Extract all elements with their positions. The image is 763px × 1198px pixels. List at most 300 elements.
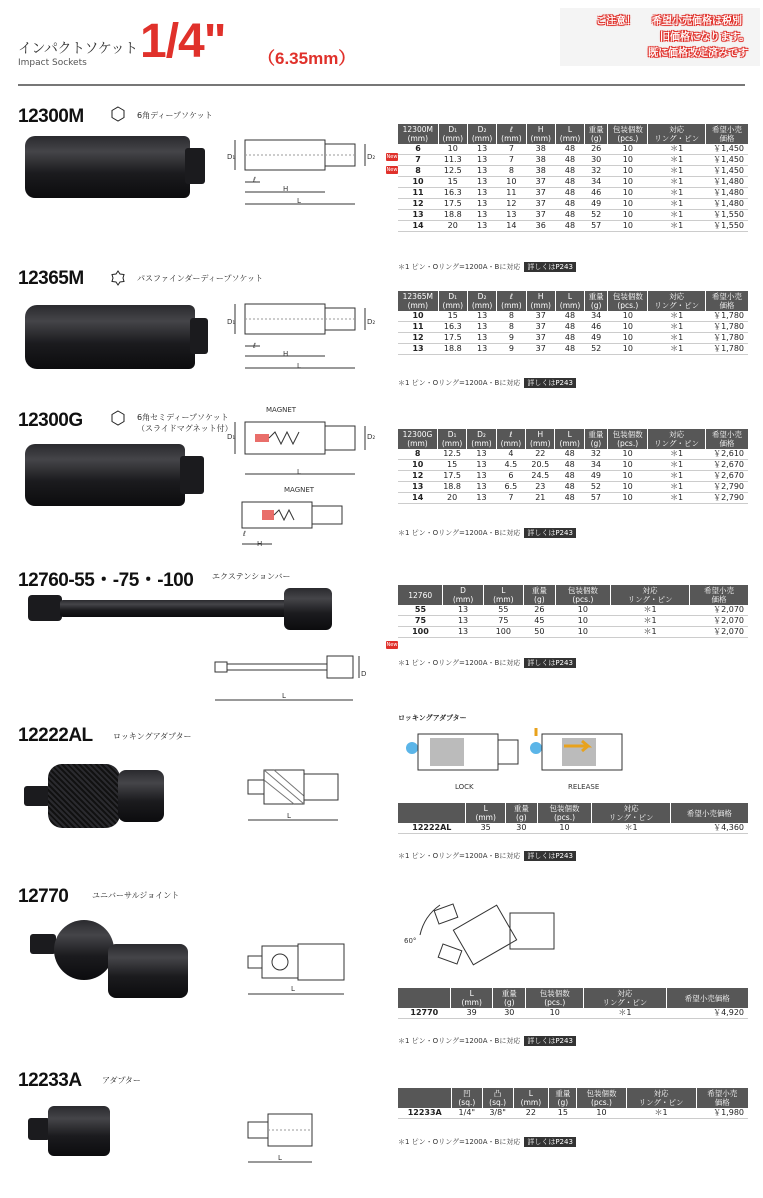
table-cell: 20: [438, 221, 467, 232]
dim-label: H: [283, 185, 289, 193]
column-header: [398, 803, 466, 823]
table-cell: ＊1: [648, 460, 706, 471]
table-row: [398, 616, 748, 627]
table-row: [398, 471, 748, 482]
product-code: 12233A: [18, 1070, 82, 1091]
column-header: D (mm): [443, 585, 483, 605]
table-cell: 10: [398, 177, 438, 188]
table-row: [398, 333, 748, 344]
dim-label: L: [278, 1154, 282, 1162]
table-cell: 12: [398, 333, 438, 344]
column-header: L (mm): [451, 988, 493, 1008]
page-reference-link[interactable]: 詳しくはP243: [524, 1137, 576, 1147]
column-header: L (mm): [483, 585, 523, 605]
dim-label: ℓ: [253, 176, 256, 184]
table-header-row: [398, 988, 748, 1008]
table-cell: 6: [496, 471, 525, 482]
column-header: D₂ (mm): [467, 124, 496, 144]
new-badge: New: [386, 642, 398, 648]
column-header: 重量 (g): [549, 1088, 577, 1108]
angle-label: 60°: [404, 937, 417, 945]
table-cell: 48: [555, 188, 584, 199]
spec-table-12300G: [398, 429, 748, 504]
table-row: [398, 322, 748, 333]
column-header: 包装個数 (pcs.): [608, 124, 648, 144]
column-header: 対応 リング・ピン: [648, 429, 706, 449]
release-label: RELEASE: [568, 783, 600, 791]
locking-adapter-knurl-photo: [48, 764, 120, 828]
table-cell: 18.8: [438, 210, 467, 221]
table-cell: 7: [497, 144, 526, 155]
table-cell: 52: [585, 344, 608, 355]
semi-deep-socket-photo: [25, 444, 185, 506]
extension-bar-drive: [28, 595, 62, 621]
locking-adapter-photo: [118, 770, 164, 822]
column-header: D₁ (mm): [438, 124, 467, 144]
table-row: [398, 210, 748, 221]
table-cell: 10: [608, 188, 648, 199]
table-cell: 8: [497, 166, 526, 177]
spec-table-12233A: [398, 1088, 748, 1119]
deep-socket-photo: [25, 136, 190, 198]
product-code: 12770: [18, 886, 69, 907]
table-cell: 18.8: [437, 482, 466, 493]
product-name: パスファインダーディープソケット: [137, 274, 263, 283]
table-row: [398, 177, 748, 188]
table-row: [398, 605, 748, 616]
table-cell: 37: [526, 177, 555, 188]
table-cell: ￥1,780: [705, 322, 748, 333]
column-header: 12300G (mm): [398, 429, 437, 449]
column-header: 対応 リング・ピン: [611, 585, 690, 605]
column-header: 希望小売 価格: [705, 429, 748, 449]
table-cell: 57: [585, 221, 608, 232]
table-cell: 15: [549, 1108, 577, 1119]
table-cell: 48: [555, 482, 584, 493]
table-body: [398, 144, 748, 232]
table-row: [398, 166, 748, 177]
table-cell: ＊1: [648, 177, 705, 188]
product-code: 12365M: [18, 268, 84, 289]
dim-label: L: [297, 468, 301, 476]
column-header: L (mm): [466, 803, 506, 823]
table-cell: ￥2,610: [705, 449, 748, 460]
dim-label: L: [287, 812, 291, 820]
table-note: [398, 851, 576, 861]
table-cell: ￥1,480: [705, 188, 748, 199]
column-header: 希望小売 価格: [696, 1088, 748, 1108]
table-cell: ＊1: [648, 210, 705, 221]
table-cell: 10: [398, 460, 437, 471]
dim-label: D₁: [227, 153, 236, 161]
table-cell: ＊1: [648, 166, 705, 177]
table-row: [398, 188, 748, 199]
table-row: [398, 221, 748, 232]
table-cell: 10: [608, 155, 648, 166]
table-cell: ＊1: [611, 605, 690, 616]
dim-label: D₂: [367, 433, 376, 441]
table-cell: 30: [585, 155, 608, 166]
column-header: 包装個数 (pcs.): [608, 291, 648, 311]
table-cell: ￥2,790: [705, 482, 748, 493]
table-note: [398, 1137, 576, 1147]
page-reference-link[interactable]: 詳しくはP243: [524, 528, 576, 538]
table-cell: 8: [497, 311, 526, 322]
table-cell: ￥1,780: [705, 333, 748, 344]
column-header: 凸 (sq.): [482, 1088, 513, 1108]
table-cell: ＊1: [648, 471, 706, 482]
note-text: ＊1 ピン・Oリング=1200A・Bに対応: [398, 659, 521, 667]
table-cell: 34: [584, 460, 607, 471]
hexagon-icon: [110, 410, 126, 426]
table-body: [398, 823, 748, 834]
page-reference-link[interactable]: 詳しくはP243: [524, 262, 576, 272]
table-cell: ￥1,980: [696, 1108, 748, 1119]
table-cell: 26: [524, 605, 556, 616]
table-cell: 37: [526, 333, 555, 344]
table-row: [398, 823, 748, 834]
dim-label: ℓ: [243, 530, 246, 538]
column-header: 対応 リング・ピン: [648, 291, 705, 311]
table-cell: 48: [555, 311, 584, 322]
dim-label: L: [291, 985, 295, 993]
table-cell: 20.5: [526, 460, 555, 471]
table-cell: ￥1,480: [705, 199, 748, 210]
product-name: アダプター: [102, 1076, 141, 1085]
table-cell: 10: [607, 449, 647, 460]
table-cell: 48: [555, 144, 584, 155]
table-cell: 48: [555, 344, 584, 355]
column-header: D₂ (mm): [467, 429, 496, 449]
table-row: [398, 482, 748, 493]
table-cell: 10: [608, 177, 648, 188]
table-cell: 10: [608, 199, 648, 210]
table-cell: 4.5: [496, 460, 525, 471]
table-cell: ＊1: [626, 1108, 696, 1119]
dim-label: D₁: [227, 318, 236, 326]
table-cell: 12: [398, 199, 438, 210]
table-cell: 48: [555, 210, 584, 221]
table-row: [398, 155, 748, 166]
table-cell: 34: [585, 311, 608, 322]
table-body: [398, 1108, 748, 1119]
table-header-row: [398, 291, 748, 311]
table-cell: ￥1,780: [705, 311, 748, 322]
table-cell: 13: [467, 449, 496, 460]
spec-table-12770: [398, 988, 748, 1019]
table-cell: ￥2,070: [690, 627, 748, 638]
column-header: 包装個数 (pcs.): [537, 803, 592, 823]
table-cell: 10: [398, 311, 438, 322]
table-cell: ＊1: [584, 1008, 666, 1019]
table-row: [398, 449, 748, 460]
spec-table-12365M: [398, 291, 748, 355]
universal-joint-photo: [54, 920, 114, 980]
table-cell: ＊1: [648, 322, 705, 333]
table-cell: 11: [398, 188, 438, 199]
lock-release-diagram: [398, 726, 638, 782]
table-cell: 39: [451, 1008, 493, 1019]
table-body: [398, 1008, 748, 1019]
table-cell: 57: [584, 493, 607, 504]
table-cell: ￥2,070: [690, 605, 748, 616]
column-header: D₁ (mm): [437, 429, 466, 449]
table-cell: 48: [555, 471, 584, 482]
column-header: H (mm): [526, 291, 555, 311]
table-note: [398, 658, 576, 668]
table-cell: 10: [607, 471, 647, 482]
table-header-row: [398, 429, 748, 449]
table-cell: 6.5: [496, 482, 525, 493]
table-cell: 12.5: [438, 166, 467, 177]
table-cell: 49: [585, 199, 608, 210]
table-cell: 14: [398, 221, 438, 232]
table-cell: 10: [438, 144, 467, 155]
table-cell: 100: [398, 627, 443, 638]
table-cell: 8: [398, 166, 438, 177]
table-row: [398, 627, 748, 638]
table-note: [398, 378, 576, 388]
notice-line: 希望小売価格は税別: [652, 16, 742, 27]
adapter-drawing: [238, 1106, 348, 1174]
table-cell: 13: [467, 333, 496, 344]
table-cell: 10: [608, 322, 648, 333]
table-cell: ￥2,790: [705, 493, 748, 504]
table-cell: 37: [526, 188, 555, 199]
magnet-label: MAGNET: [284, 486, 315, 494]
table-cell: 46: [585, 188, 608, 199]
table-cell: ＊1: [648, 449, 706, 460]
table-cell: 11.3: [438, 155, 467, 166]
table-cell: ￥1,550: [705, 210, 748, 221]
table-cell: 35: [466, 823, 506, 834]
page-reference-link[interactable]: 詳しくはP243: [524, 658, 576, 668]
table-cell: 10: [555, 616, 610, 627]
page-reference-link[interactable]: 詳しくはP243: [524, 851, 576, 861]
table-cell: 38: [526, 166, 555, 177]
table-cell: 10: [608, 210, 648, 221]
table-cell: ￥1,450: [705, 155, 748, 166]
column-header: ℓ (mm): [497, 291, 526, 311]
note-text: ＊1 ピン・Oリング=1200A・Bに対応: [398, 1037, 521, 1045]
table-cell: 48: [555, 177, 584, 188]
table-cell: 48: [555, 460, 584, 471]
table-header-row: [398, 124, 748, 144]
table-cell: 48: [555, 333, 584, 344]
product-code: 12222AL: [18, 725, 93, 746]
table-cell: 7: [497, 155, 526, 166]
table-cell: 10: [537, 823, 592, 834]
new-badge: New: [386, 167, 398, 173]
table-row: [398, 1008, 748, 1019]
table-row: [398, 311, 748, 322]
column-header: D₂ (mm): [467, 291, 496, 311]
table-cell: 10: [497, 177, 526, 188]
column-header: 希望小売 価格: [690, 585, 748, 605]
product-name: 6角ディープソケット: [137, 111, 213, 120]
table-cell: ＊1: [611, 627, 690, 638]
column-header: L (mm): [555, 429, 584, 449]
notice-line: ご注意！: [596, 16, 636, 27]
table-cell: 20: [437, 493, 466, 504]
page-reference-link[interactable]: 詳しくはP243: [524, 1036, 576, 1046]
table-cell: 13: [467, 144, 496, 155]
table-cell: 13: [443, 616, 483, 627]
product-name: ユニバーサルジョイント: [92, 891, 180, 900]
table-cell: 10: [607, 460, 647, 471]
table-cell: ＊1: [648, 199, 705, 210]
table-cell: 46: [585, 322, 608, 333]
table-cell: 14: [398, 493, 437, 504]
adapter-photo: [48, 1106, 110, 1156]
table-cell: 48: [555, 449, 584, 460]
table-cell: 26: [585, 144, 608, 155]
table-header-row: [398, 803, 748, 823]
table-cell: ＊1: [648, 188, 705, 199]
table-cell: 48: [555, 199, 584, 210]
notice-line: 旧価格になります。: [660, 32, 750, 43]
table-cell: ＊1: [648, 311, 705, 322]
table-cell: 21: [526, 493, 555, 504]
note-text: ＊1 ピン・Oリング=1200A・Bに対応: [398, 263, 521, 271]
table-cell: ＊1: [648, 493, 706, 504]
table-row: [398, 199, 748, 210]
price-notice: [560, 8, 760, 66]
table-cell: 16.3: [438, 188, 467, 199]
dim-label: D: [361, 670, 367, 678]
adapter-drive-square: [24, 786, 50, 806]
table-cell: 7: [398, 155, 438, 166]
column-header: 包装個数 (pcs.): [526, 988, 584, 1008]
table-cell: ￥1,480: [705, 177, 748, 188]
table-cell: ￥2,670: [705, 460, 748, 471]
table-cell: 32: [585, 166, 608, 177]
table-cell: 30: [493, 1008, 526, 1019]
table-cell: 17.5: [437, 471, 466, 482]
joint-drive-square: [30, 934, 56, 954]
table-cell: ＊1: [648, 482, 706, 493]
dim-label: H: [257, 540, 263, 548]
table-cell: 13: [467, 210, 496, 221]
page-reference-link[interactable]: 詳しくはP243: [524, 378, 576, 388]
table-cell: 10: [607, 493, 647, 504]
table-cell: ＊1: [648, 221, 705, 232]
column-header: L (mm): [555, 124, 584, 144]
socket-drive-end: [180, 456, 204, 494]
column-header: ℓ (mm): [497, 124, 526, 144]
table-cell: 13: [398, 482, 437, 493]
table-cell: 13: [467, 188, 496, 199]
socket-drive-end: [190, 318, 208, 354]
column-header: 希望小売 価格: [705, 291, 748, 311]
table-cell: 1/4": [451, 1108, 482, 1119]
size-title: 1/4": [140, 15, 226, 68]
product-name: エクステンションバー: [212, 572, 291, 581]
table-cell: ＊1: [648, 144, 705, 155]
column-header: D₁ (mm): [438, 291, 467, 311]
table-cell: 16.3: [438, 322, 467, 333]
table-cell: 12: [497, 199, 526, 210]
table-cell: 24.5: [526, 471, 555, 482]
dim-label: H: [283, 350, 289, 358]
table-cell: 49: [584, 471, 607, 482]
table-cell: 8: [398, 449, 437, 460]
spec-table-12300M: [398, 124, 748, 232]
table-cell: 38: [526, 144, 555, 155]
column-header: 希望小売価格: [666, 988, 748, 1008]
table-cell: 13: [467, 322, 496, 333]
product-name: ロッキングアダプター: [113, 732, 192, 741]
table-row: [398, 144, 748, 155]
table-cell: 13: [467, 471, 496, 482]
table-cell: 13: [467, 460, 496, 471]
column-header: 重量 (g): [506, 803, 537, 823]
table-cell: 22: [526, 449, 555, 460]
locking-adapter-drawing: [238, 762, 358, 832]
table-cell: ＊1: [611, 616, 690, 627]
table-cell: ￥1,450: [705, 144, 748, 155]
table-cell: 37: [526, 322, 555, 333]
table-cell: 10: [526, 1008, 584, 1019]
table-cell: 10: [608, 344, 648, 355]
table-cell: 9: [497, 344, 526, 355]
table-cell: 23: [526, 482, 555, 493]
table-cell: 45: [524, 616, 556, 627]
table-row: [398, 1108, 748, 1119]
table-cell: 55: [398, 605, 443, 616]
column-header: [398, 1088, 451, 1108]
note-text: ＊1 ピン・Oリング=1200A・Bに対応: [398, 1138, 521, 1146]
table-cell: 10: [607, 482, 647, 493]
column-header: L (mm): [555, 291, 584, 311]
column-header: 対応 リング・ピン: [592, 803, 670, 823]
table-cell: 34: [585, 177, 608, 188]
table-cell: 10: [577, 1108, 626, 1119]
table-cell: 13: [497, 210, 526, 221]
table-cell: 100: [483, 627, 523, 638]
table-cell: 55: [483, 605, 523, 616]
table-cell: 13: [467, 199, 496, 210]
adapter-drive-square: [28, 1118, 50, 1140]
table-cell: 15: [438, 311, 467, 322]
note-text: ＊1 ピン・Oリング=1200A・Bに対応: [398, 379, 521, 387]
dim-label: L: [297, 197, 301, 205]
table-cell: 48: [555, 155, 584, 166]
table-cell: 15: [438, 177, 467, 188]
dim-label: ℓ: [253, 342, 256, 350]
product-name-sub: （スライドマグネット付）: [137, 424, 233, 433]
table-cell: 11: [497, 188, 526, 199]
product-code: 12300G: [18, 410, 83, 431]
table-cell: ￥1,780: [705, 344, 748, 355]
column-header: 重量 (g): [524, 585, 556, 605]
table-cell: 37: [526, 210, 555, 221]
table-header-row: [398, 1088, 748, 1108]
table-header-row: [398, 585, 748, 605]
table-cell: ＊1: [648, 155, 705, 166]
table-cell: 48: [555, 221, 584, 232]
table-cell: 13: [467, 166, 496, 177]
table-cell: 13: [467, 344, 496, 355]
table-row: [398, 460, 748, 471]
table-cell: ＊1: [592, 823, 670, 834]
product-name: 6角セミディープソケット: [137, 413, 229, 422]
table-cell: 10: [608, 221, 648, 232]
table-cell: ＊1: [648, 344, 705, 355]
table-cell: 12770: [398, 1008, 451, 1019]
table-cell: 75: [483, 616, 523, 627]
table-cell: 36: [526, 221, 555, 232]
